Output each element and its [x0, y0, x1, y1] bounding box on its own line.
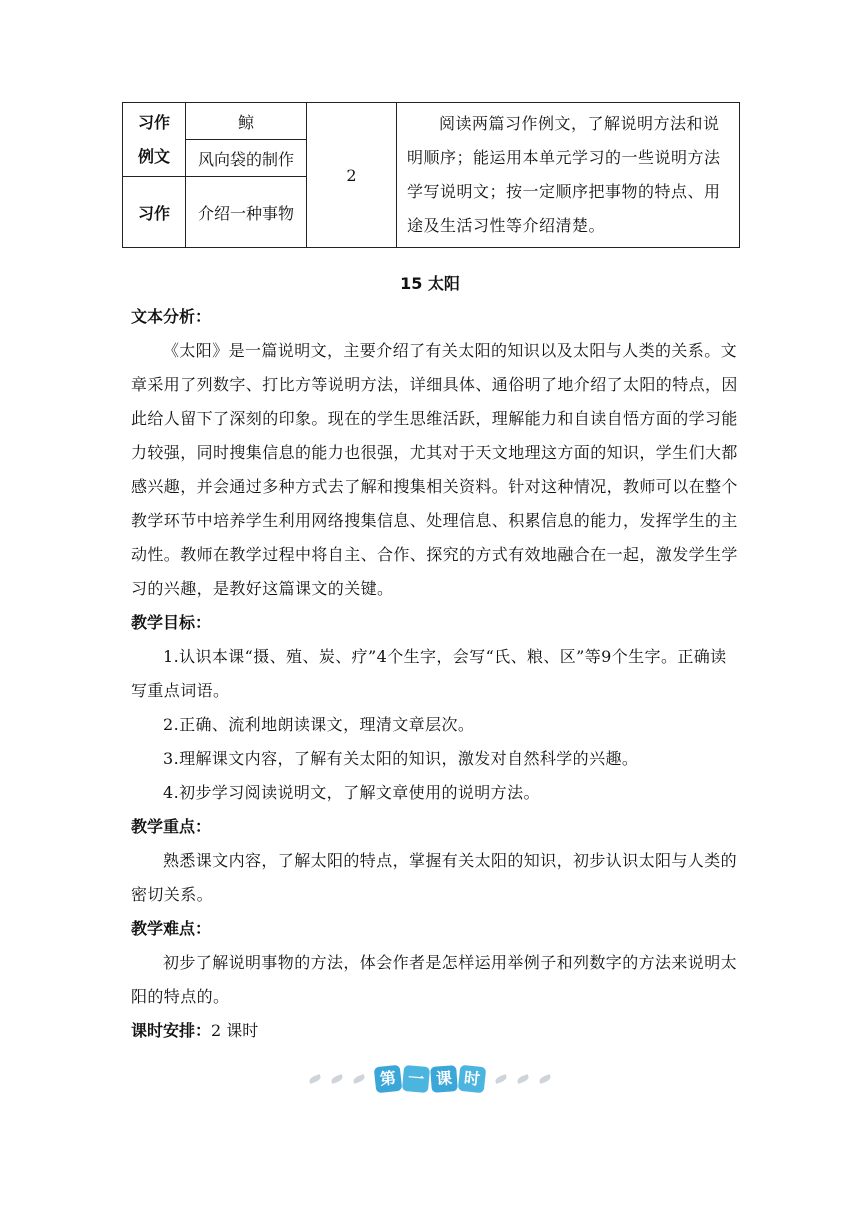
- first-lesson-badge: [375, 1066, 485, 1092]
- leaf-decoration-icon: [352, 1074, 365, 1084]
- schedule-heading: 课时安排：: [131, 1021, 212, 1040]
- badge-char: 课: [430, 1065, 458, 1093]
- goal-item-4: 4.初步学习阅读说明文，了解文章使用的说明方法。: [163, 783, 540, 802]
- label-bottom: 例文: [137, 146, 170, 166]
- key-points-body: 熟悉课文内容，了解太阳的特点，掌握有关太阳的知识，初步认识太阳与人类的密切关系。: [131, 851, 738, 904]
- label-top: 习作: [137, 112, 170, 132]
- goal-text: 阅读两篇习作例文，了解说明方法和说明顺序；能运用本单元学习的一些说明方法学写说明文；按一定顺序把事物的特点、用途及生活习性等介绍清楚。: [407, 114, 721, 235]
- table-cell-windsock: 风向袋的制作: [186, 140, 307, 177]
- leaf-decoration-icon: [494, 1074, 507, 1084]
- lesson-title: 15 太阳: [400, 274, 460, 293]
- goals-heading: 教学目标：: [131, 613, 212, 632]
- schedule-value: 2 课时: [211, 1021, 259, 1040]
- schedule-line: [131, 1014, 739, 1048]
- leaf-decoration-icon: [308, 1074, 321, 1084]
- unit-plan-table: [122, 102, 740, 248]
- table-label-exercise-examples: [123, 103, 186, 177]
- table-cell-hours: 2: [307, 103, 397, 248]
- table-cell-whale: 鲸: [186, 103, 307, 140]
- badge-char: 第: [374, 1065, 403, 1094]
- difficulties-body: 初步了解说明事物的方法，体会作者是怎样运用举例子和列数字的方法来说明太阳的特点的。: [131, 953, 738, 1006]
- badge-char: 时: [458, 1065, 487, 1094]
- table-cell-goal: [397, 103, 740, 248]
- first-lesson-banner: [0, 1064, 860, 1094]
- goal-item-2: 2.正确、流利地朗读课文，理清文章层次。: [163, 715, 475, 734]
- leaf-decoration-icon: [538, 1074, 551, 1084]
- difficulties-heading: 教学难点：: [131, 919, 212, 938]
- table-label-exercise: 习作: [123, 177, 186, 248]
- goal-item-3: 3.理解课文内容，了解有关太阳的知识，激发对自然科学的兴趣。: [163, 749, 639, 768]
- goal-item-1: 1.认识本课“摄、殖、炭、疗”4个生字，会写“氏、粮、区”等9个生字。正确读写重点词语。: [131, 647, 727, 700]
- text-analysis-body: 《太阳》是一篇说明文，主要介绍了有关太阳的知识以及太阳与人类的关系。文章采用了列数字、打比方等说明方法，详细具体、通俗明了地介绍了太阳的特点，因此给人留下了深刻的印象。现在的学生思维活跃，理解能力和自读自悟方面的学习能力较强，同时搜集信息的能力也很强，尤其对于天文地理这方面的知识，学生们大都感兴趣，并会通过多种方式去了解和搜集相关资料。针对这种情况，教师可以在整个教学环节中培养学生利用网络搜集信息、处理信息、积累信息的能力，发挥学生的主动性。教师在教学过程中将自主、合作、探究的方式有效地融合在一起，激发学生学习的兴趣，是教好这篇课文的关键。: [131, 341, 738, 598]
- leaf-decoration-icon: [330, 1074, 343, 1084]
- badge-char: 一: [402, 1065, 430, 1093]
- lesson-content: [131, 300, 739, 1048]
- key-points-heading: 教学重点：: [131, 817, 212, 836]
- text-analysis-heading: 文本分析：: [131, 307, 212, 326]
- leaf-decoration-icon: [516, 1074, 529, 1084]
- table-cell-intro: 介绍一种事物: [186, 177, 307, 248]
